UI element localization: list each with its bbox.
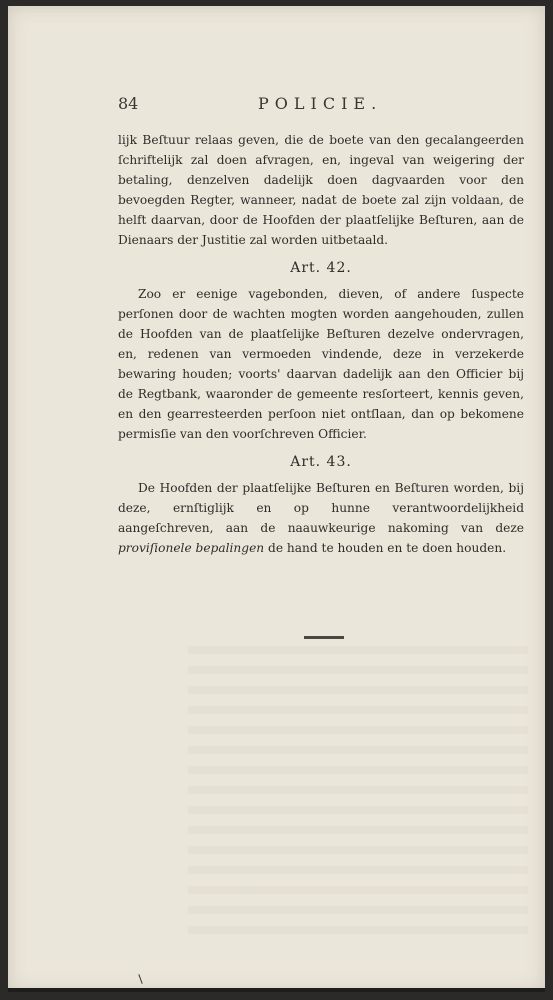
- ink-mark: [138, 974, 142, 984]
- paragraph-article-43-italic: proviſionele bepalingen: [118, 541, 265, 555]
- paragraph-article-42: Zoo er eenige vagebonden, dieven, of andere ſuspecte perſonen door de wachten mogten worden aangehouden, zullen de Hoofden van de plaatſelijke Beſturen dezelve ondervragen, en, redenen van vermoeden vindende, deze in verzekerde bewaring houden; voorts' daarvan dadelijk aan den Officier bij de Regtbank, waaronder de gemeente resſorteert, kennis geven, en den gearresteerden perſoon niet ontſlaan, dan op bekomene permisſie van den voorſchreven Officier.: [118, 287, 524, 441]
- paragraph-article-43-start: De Hoofden der plaatſelijke Beſturen en Beſturen worden, bij deze, ernſtiglijk en op hunne verantwoordelijkheid aangeſchreven, aan de naauwkeurige nakoming van deze: [118, 481, 524, 535]
- running-title: POLICIE.: [258, 94, 383, 113]
- book-page: [8, 6, 545, 992]
- page-header: [118, 94, 528, 118]
- article-42-heading: Art. 42.: [290, 260, 352, 276]
- paragraph-article-43-end: de hand te houden en te doen houden.: [264, 541, 507, 555]
- article-43-heading: Art. 43.: [290, 454, 352, 470]
- paragraph-continuation: lijk Beſtuur relaas geven, die de boete van den gecalangeerden ſchriftelijk zal doen afvragen, en, ingeval van weigering der betaling, denzelven dadelijk doen dagvaarden voor den bevoegden Regter, wanneer, nadat de boete zal zijn voldaan, de helft daarvan, door de Hoofden der plaatſelijke Beſturen, aan de Dienaars der Justitie zal worden uitbetaald.: [118, 133, 524, 247]
- paragraph-article-43: [118, 478, 524, 558]
- page-bottom-edge: [8, 988, 545, 992]
- page-number: 84: [118, 94, 139, 113]
- bleed-through-texture: [188, 646, 528, 946]
- end-ornament-rule: [304, 636, 344, 639]
- body-text: [118, 130, 524, 558]
